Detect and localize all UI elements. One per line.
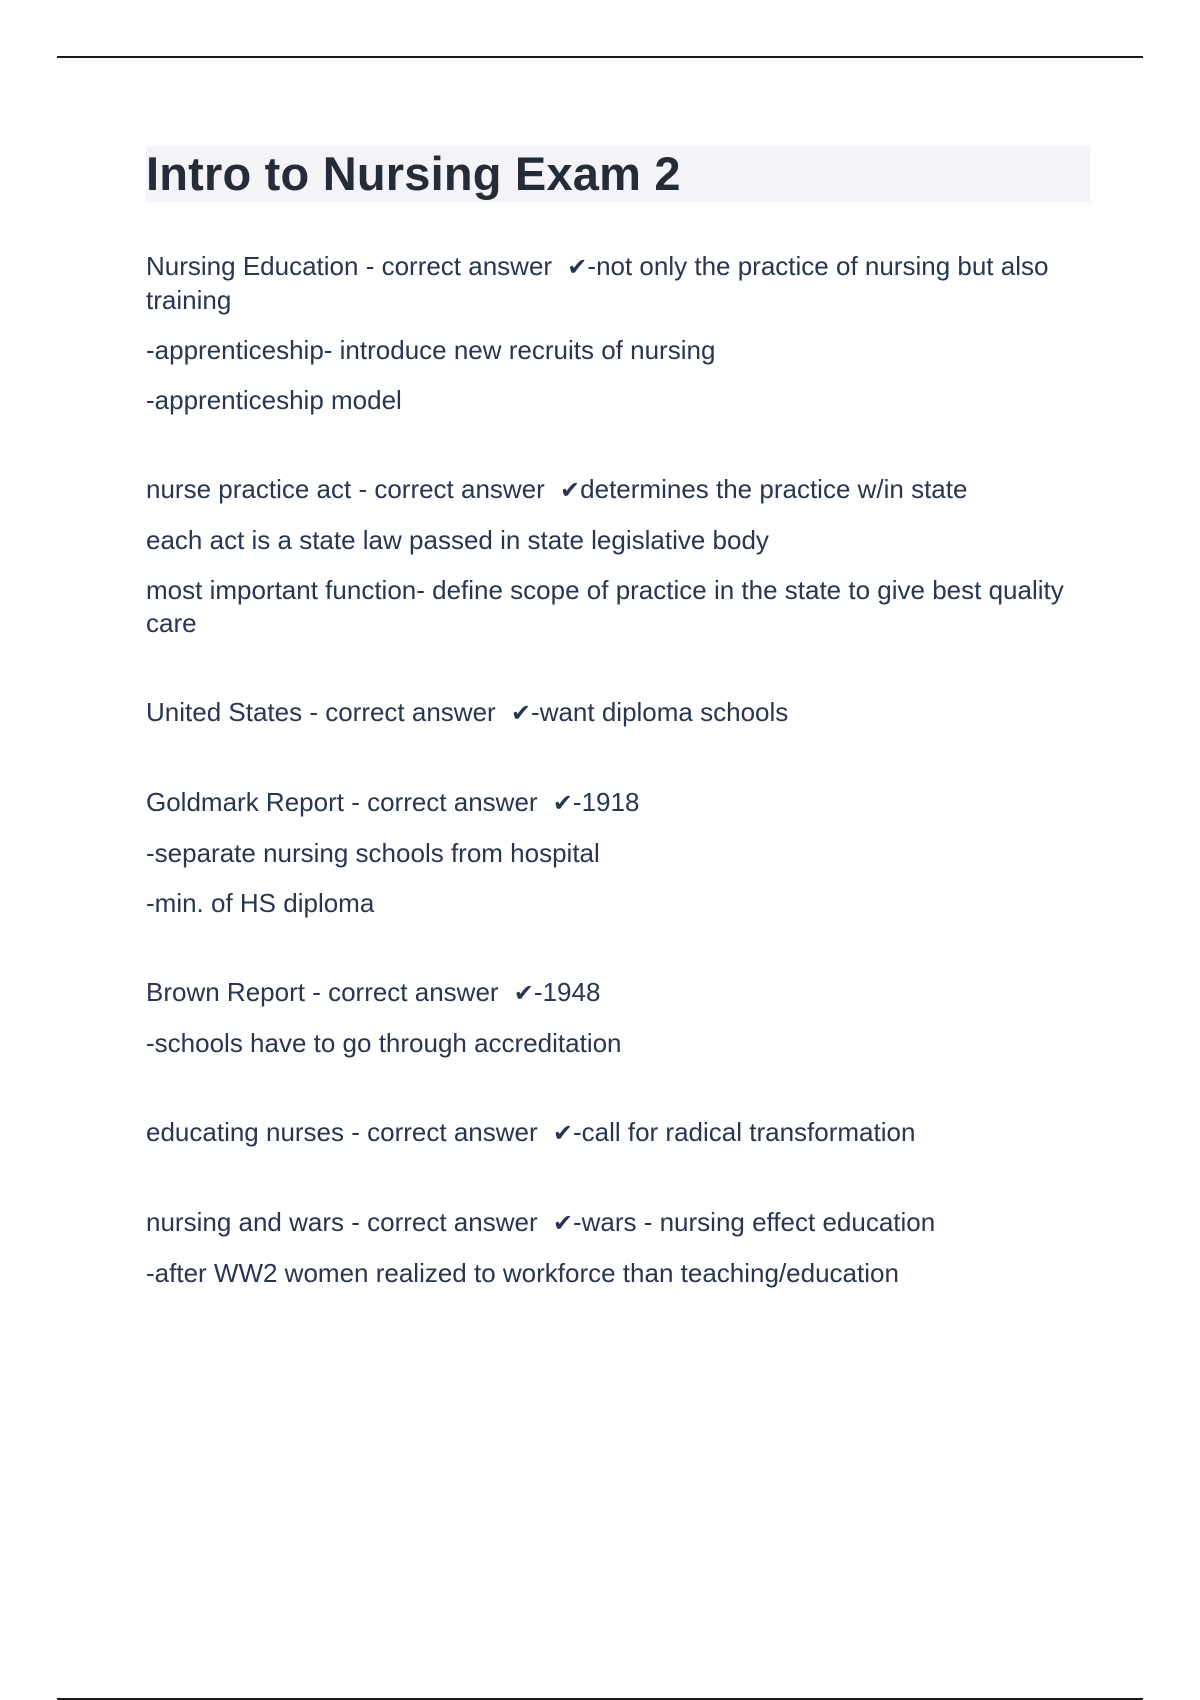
flashcard-term: nurse practice act [146,474,352,504]
flashcard [146,976,1090,1060]
flashcard-answer: -call for radical transformation [572,1117,916,1147]
top-divider [57,56,1143,58]
flashcard-term: educating nurses [146,1117,345,1147]
flashcard-answer-line: -schools have to go through accreditation [146,1028,622,1058]
flashcard [146,696,1090,730]
answer-separator: - correct answer [304,977,506,1007]
flashcard-term: nursing and wars [146,1207,344,1237]
answer-separator: - correct answer [344,1207,545,1237]
checkmark-icon: ✔ [552,789,573,817]
checkmark-icon: ✔ [560,476,581,504]
answer-separator: - correct answer [343,787,545,817]
flashcard-question-line [146,250,1090,317]
answer-separator: - correct answer [351,474,553,504]
flashcard-list [146,250,1090,1290]
flashcard-answer: determines the practice w/in state [580,474,968,504]
flashcard-answer: -wars - nursing effect education [572,1207,936,1237]
flashcard-question-line [146,786,1090,820]
document-body [146,146,1090,1290]
flashcard [146,250,1090,417]
flashcard-answer-line: -separate nursing schools from hospital [146,838,600,868]
page-title: Intro to Nursing Exam 2 [146,147,681,200]
flashcard-answer-line: each act is a state law passed in state legislative body [146,525,769,555]
flashcard [146,1116,1090,1150]
flashcard [146,1206,1090,1290]
flashcard-question-line [146,696,1090,730]
flashcard-answer: -1948 [533,977,601,1007]
flashcard-answer-line: -apprenticeship model [146,385,402,415]
flashcard-question-line [146,976,1090,1010]
checkmark-icon: ✔ [552,1209,573,1237]
flashcard-answer-line: -apprenticeship- introduce new recruits of nursing [146,335,716,365]
answer-separator: - correct answer [358,251,560,281]
flashcard-question-line [146,1206,1090,1240]
flashcard-answer-line: -after WW2 women realized to workforce than teaching/education [146,1258,899,1288]
title-banner [146,146,1090,202]
flashcard-answer-line: -min. of HS diploma [146,888,375,918]
flashcard-question-line [146,1116,1090,1150]
checkmark-icon: ✔ [567,253,588,281]
flashcard-term: Brown Report [146,977,305,1007]
flashcard [146,786,1090,920]
flashcard-answer: -1918 [572,787,640,817]
checkmark-icon: ✔ [510,699,532,727]
flashcard-term: United States [146,697,303,727]
flashcard-answer-line: most important function- define scope of practice in the state to give best quality care [146,575,1064,638]
answer-separator: - correct answer [344,1117,545,1147]
flashcard-term: Nursing Education [146,251,359,281]
flashcard-answer: -want diploma schools [531,697,789,727]
checkmark-icon: ✔ [552,1119,573,1147]
flashcard-answer: -not only the practice of nursing but also training [146,251,1049,315]
flashcard [146,473,1090,640]
checkmark-icon: ✔ [513,979,534,1007]
flashcard-question-line [146,473,1090,507]
flashcard-term: Goldmark Report [146,787,344,817]
answer-separator: - correct answer [302,697,503,727]
